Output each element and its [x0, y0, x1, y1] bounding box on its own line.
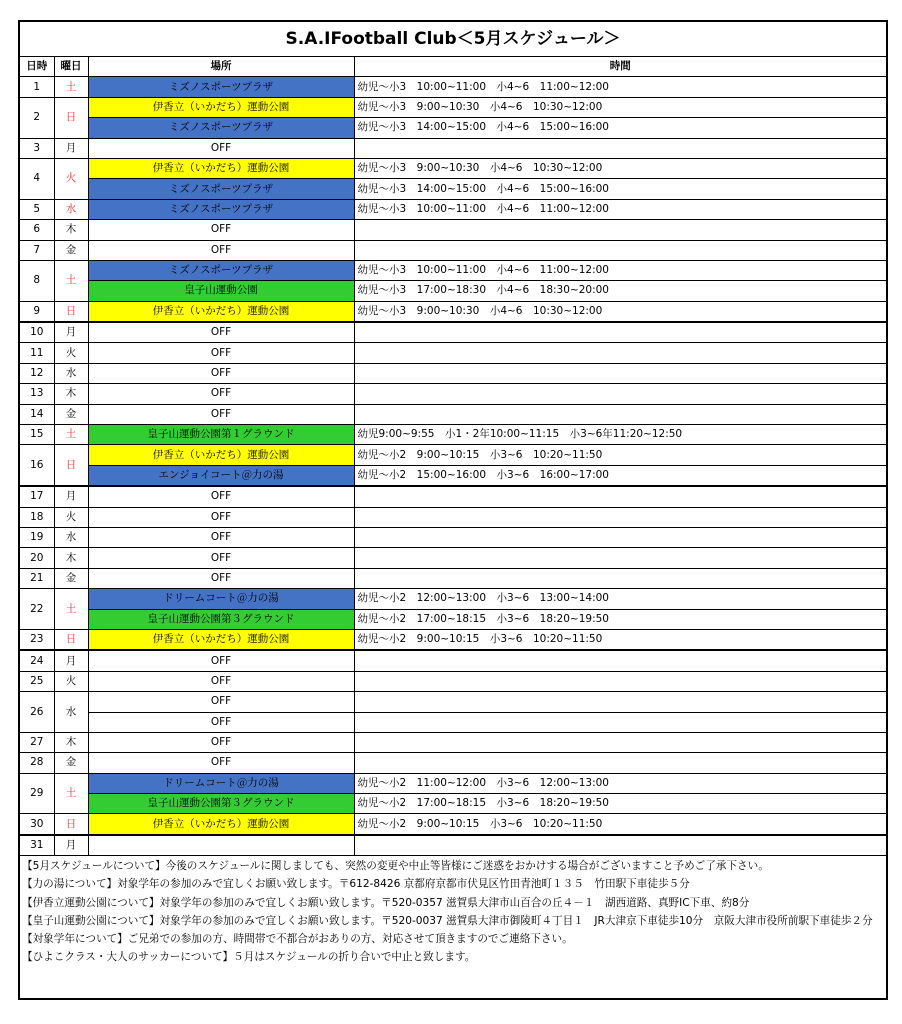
time-cell: 幼児～小3 14:00~15:00 小4~6 15:00~16:00 — [354, 179, 886, 199]
weekday-cell: 金 — [54, 404, 88, 424]
time-cell: 幼児～小3 10:00~11:00 小4~6 11:00~12:00 — [354, 77, 886, 97]
day-cell: 21 — [20, 568, 54, 588]
table-row — [20, 138, 886, 158]
table-row — [20, 609, 886, 629]
time-cell: 幼児～小2 9:00~10:15 小3~6 10:20~11:50 — [354, 814, 886, 835]
weekday-cell: 木 — [54, 220, 88, 240]
table-row — [20, 629, 886, 650]
time-cell: 幼児～小3 10:00~11:00 小4~6 11:00~12:00 — [354, 199, 886, 219]
time-cell — [354, 343, 886, 363]
weekday-cell: 木 — [54, 732, 88, 752]
schedule-sheet — [18, 20, 888, 1000]
table-row — [20, 527, 886, 547]
time-cell: 幼児～小3 9:00~10:30 小4~6 10:30~12:00 — [354, 97, 886, 117]
header-date: 日時 — [20, 57, 54, 77]
time-cell: 幼児～小2 9:00~10:15 小3~6 10:20~11:50 — [354, 445, 886, 465]
table-row — [20, 260, 886, 280]
time-cell: 幼児～小2 11:00~12:00 小3~6 12:00~13:00 — [354, 773, 886, 793]
day-cell: 23 — [20, 629, 54, 650]
time-cell: 幼児～小2 9:00~10:15 小3~6 10:20~11:50 — [354, 629, 886, 650]
weekday-cell: 木 — [54, 548, 88, 568]
place-cell: 伊香立（いかだち）運動公園 — [88, 301, 354, 322]
place-cell: 皇子山運動公園第３グラウンド — [88, 609, 354, 629]
weekday-cell: 月 — [54, 486, 88, 507]
note-hiyoko: 【ひよこクラス・大人のサッカーについて】５月はスケジュールの折り合いで中止と致します。 — [22, 951, 476, 964]
weekday-cell: 日 — [54, 814, 88, 835]
place-cell: 皇子山運動公園 — [88, 281, 354, 301]
place-cell: ミズノスポーツプラザ — [88, 199, 354, 219]
day-cell: 2 — [20, 97, 54, 138]
weekday-cell: 日 — [54, 97, 88, 138]
table-row — [20, 425, 886, 445]
time-cell — [354, 568, 886, 588]
day-cell: 1 — [20, 77, 54, 97]
table-row — [20, 465, 886, 486]
table-row — [20, 732, 886, 752]
day-cell: 4 — [20, 158, 54, 199]
place-cell: OFF — [88, 527, 354, 547]
table-row — [20, 507, 886, 527]
weekday-cell: 火 — [54, 671, 88, 691]
table-row — [20, 158, 886, 178]
note-chikaranoyu: 【力の湯について】対象学年の参加のみで宜しくお願い致します。〒612-8426 京都府京都市伏見区竹田青池町１３５ 竹田駅下車徒歩５分 — [22, 878, 690, 891]
table-row — [20, 322, 886, 343]
note-grade: 【対象学年について】ご兄弟での参加の方、時間帯で不都合がおありの方、対応させて頂きますのでご連絡下さい。 — [22, 933, 573, 946]
header-time: 時間 — [354, 57, 886, 77]
weekday-cell: 月 — [54, 650, 88, 671]
day-cell: 30 — [20, 814, 54, 835]
table-row — [20, 281, 886, 301]
table-row — [20, 548, 886, 568]
place-cell: OFF — [88, 650, 354, 671]
time-cell: 幼児～小2 15:00~16:00 小3~6 16:00~17:00 — [354, 465, 886, 486]
table-row — [20, 692, 886, 712]
time-cell: 幼児～小2 17:00~18:15 小3~6 18:20~19:50 — [354, 794, 886, 814]
time-cell: 幼児～小2 12:00~13:00 小3~6 13:00~14:00 — [354, 589, 886, 609]
time-cell — [354, 322, 886, 343]
place-cell: 伊香立（いかだち）運動公園 — [88, 97, 354, 117]
place-cell: ミズノスポーツプラザ — [88, 118, 354, 138]
time-cell — [354, 220, 886, 240]
place-cell: 伊香立（いかだち）運動公園 — [88, 629, 354, 650]
note-schedule: 【5月スケジュールについて】今後のスケジュールに関しましても、突然の変更や中止等皆様にご迷惑をおかけする場合がございますこと予めご了承下さい。 — [22, 860, 769, 873]
place-cell: OFF — [88, 240, 354, 260]
place-cell: OFF — [88, 138, 354, 158]
day-cell: 16 — [20, 445, 54, 486]
place-cell: 皇子山運動公園第３グラウンド — [88, 794, 354, 814]
weekday-cell: 土 — [54, 425, 88, 445]
place-cell: ドリームコート＠力の湯 — [88, 773, 354, 793]
time-cell: 幼児～小2 17:00~18:15 小3~6 18:20~19:50 — [354, 609, 886, 629]
day-cell: 8 — [20, 260, 54, 301]
day-cell: 17 — [20, 486, 54, 507]
table-row — [20, 835, 886, 856]
place-cell: ミズノスポーツプラザ — [88, 77, 354, 97]
day-cell: 11 — [20, 343, 54, 363]
time-cell — [354, 486, 886, 507]
time-cell — [354, 507, 886, 527]
time-cell — [354, 712, 886, 732]
table-row — [20, 650, 886, 671]
table-row — [20, 814, 886, 835]
time-cell — [354, 671, 886, 691]
table-header-row — [20, 57, 886, 77]
table-row — [20, 179, 886, 199]
schedule-rows — [20, 77, 886, 856]
place-cell: OFF — [88, 220, 354, 240]
place-cell: OFF — [88, 568, 354, 588]
weekday-cell: 日 — [54, 301, 88, 322]
time-cell — [354, 404, 886, 424]
table-row — [20, 404, 886, 424]
day-cell: 28 — [20, 753, 54, 773]
time-cell — [354, 240, 886, 260]
table-row — [20, 240, 886, 260]
place-cell: エンジョイコート＠力の湯 — [88, 465, 354, 486]
weekday-cell: 月 — [54, 322, 88, 343]
place-cell: ドリームコート＠力の湯 — [88, 589, 354, 609]
table-row — [20, 712, 886, 732]
time-cell — [354, 692, 886, 712]
day-cell: 31 — [20, 835, 54, 856]
time-cell — [354, 138, 886, 158]
weekday-cell: 土 — [54, 77, 88, 97]
time-cell — [354, 384, 886, 404]
weekday-cell: 水 — [54, 692, 88, 733]
note-ojiyama: 【皇子山運動公園について】対象学年の参加のみで宜しくお願い致します。〒520-0037 滋賀県大津市御陵町４丁目１ JR大津京下車徒歩10分 京阪大津市役所前駅下車徒歩２分 — [22, 914, 873, 927]
weekday-cell: 水 — [54, 363, 88, 383]
day-cell: 14 — [20, 404, 54, 424]
table-row — [20, 589, 886, 609]
place-cell: OFF — [88, 322, 354, 343]
table-row — [20, 384, 886, 404]
time-cell — [354, 753, 886, 773]
table-row — [20, 363, 886, 383]
table-row — [20, 97, 886, 117]
weekday-cell: 土 — [54, 589, 88, 630]
day-cell: 7 — [20, 240, 54, 260]
place-cell: 伊香立（いかだち）運動公園 — [88, 445, 354, 465]
table-row — [20, 773, 886, 793]
notes — [20, 856, 886, 966]
table-row — [20, 486, 886, 507]
weekday-cell: 木 — [54, 384, 88, 404]
weekday-cell: 土 — [54, 773, 88, 814]
time-cell — [354, 650, 886, 671]
weekday-cell: 月 — [54, 835, 88, 856]
day-cell: 19 — [20, 527, 54, 547]
time-cell — [354, 548, 886, 568]
place-cell: OFF — [88, 732, 354, 752]
place-cell: 伊香立（いかだち）運動公園 — [88, 158, 354, 178]
weekday-cell: 火 — [54, 343, 88, 363]
place-cell: OFF — [88, 486, 354, 507]
header-place: 場所 — [88, 57, 354, 77]
day-cell: 29 — [20, 773, 54, 814]
note-ikadachi: 【伊香立運動公園について】対象学年の参加のみで宜しくお願い致します。〒520-0357 滋賀県大津市山百合の丘４－１ 湖西道路、真野IC下車、約8分 — [22, 896, 750, 909]
weekday-cell: 水 — [54, 199, 88, 219]
table-row — [20, 343, 886, 363]
time-cell — [354, 363, 886, 383]
place-cell: OFF — [88, 384, 354, 404]
table-row — [20, 220, 886, 240]
table-row — [20, 671, 886, 691]
weekday-cell: 土 — [54, 260, 88, 301]
place-cell: OFF — [88, 548, 354, 568]
day-cell: 15 — [20, 425, 54, 445]
weekday-cell: 水 — [54, 527, 88, 547]
page-title: S.A.IFootball Club＜5月スケジュール＞ — [20, 22, 886, 57]
place-cell: OFF — [88, 507, 354, 527]
time-cell: 幼児～小3 14:00~15:00 小4~6 15:00~16:00 — [354, 118, 886, 138]
day-cell: 26 — [20, 692, 54, 733]
day-cell: 18 — [20, 507, 54, 527]
time-cell: 幼児～小3 17:00~18:30 小4~6 18:30~20:00 — [354, 281, 886, 301]
time-cell: 幼児9:00~9:55 小1・2年10:00~11:15 小3~6年11:20~12:50 — [354, 425, 886, 445]
table-row — [20, 118, 886, 138]
day-cell: 3 — [20, 138, 54, 158]
place-cell: OFF — [88, 404, 354, 424]
time-cell: 幼児～小3 9:00~10:30 小4~6 10:30~12:00 — [354, 158, 886, 178]
weekday-cell: 金 — [54, 240, 88, 260]
place-cell: OFF — [88, 692, 354, 712]
place-cell: OFF — [88, 753, 354, 773]
table-row — [20, 445, 886, 465]
place-cell: ミズノスポーツプラザ — [88, 179, 354, 199]
table-row — [20, 794, 886, 814]
weekday-cell: 火 — [54, 507, 88, 527]
weekday-cell: 金 — [54, 753, 88, 773]
place-cell: 伊香立（いかだち）運動公園 — [88, 814, 354, 835]
weekday-cell: 火 — [54, 158, 88, 199]
place-cell: ミズノスポーツプラザ — [88, 260, 354, 280]
table-row — [20, 301, 886, 322]
weekday-cell: 日 — [54, 629, 88, 650]
place-cell: OFF — [88, 712, 354, 732]
weekday-cell: 日 — [54, 445, 88, 486]
day-cell: 22 — [20, 589, 54, 630]
place-cell: OFF — [88, 363, 354, 383]
table-row — [20, 753, 886, 773]
day-cell: 5 — [20, 199, 54, 219]
table-row — [20, 568, 886, 588]
day-cell: 27 — [20, 732, 54, 752]
time-cell — [354, 732, 886, 752]
time-cell — [354, 835, 886, 856]
schedule-table — [20, 57, 886, 856]
time-cell: 幼児～小3 10:00~11:00 小4~6 11:00~12:00 — [354, 260, 886, 280]
table-row — [20, 199, 886, 219]
weekday-cell: 月 — [54, 138, 88, 158]
header-dow: 曜日 — [54, 57, 88, 77]
place-cell: 皇子山運動公園第１グラウンド — [88, 425, 354, 445]
table-row — [20, 77, 886, 97]
time-cell: 幼児～小3 9:00~10:30 小4~6 10:30~12:00 — [354, 301, 886, 322]
day-cell: 25 — [20, 671, 54, 691]
place-cell — [88, 835, 354, 856]
place-cell: OFF — [88, 671, 354, 691]
weekday-cell: 金 — [54, 568, 88, 588]
place-cell: OFF — [88, 343, 354, 363]
day-cell: 20 — [20, 548, 54, 568]
day-cell: 13 — [20, 384, 54, 404]
day-cell: 10 — [20, 322, 54, 343]
day-cell: 9 — [20, 301, 54, 322]
time-cell — [354, 527, 886, 547]
day-cell: 6 — [20, 220, 54, 240]
day-cell: 12 — [20, 363, 54, 383]
day-cell: 24 — [20, 650, 54, 671]
